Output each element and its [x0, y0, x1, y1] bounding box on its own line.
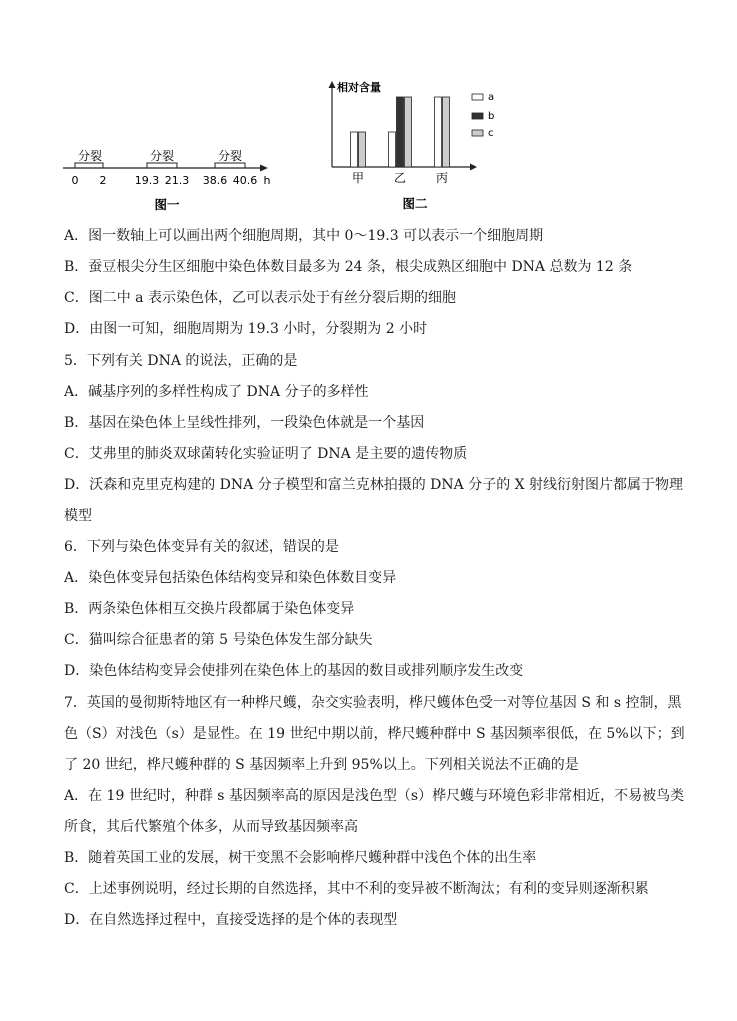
legend-swatch-c: [472, 130, 483, 136]
tick-label-0: 0: [71, 174, 79, 187]
figure-1-number-line: [55, 140, 285, 215]
division-bracket-3: [215, 163, 245, 168]
q6-option-a: A．染色体变异包括染色体结构变异和染色体数目变异: [64, 570, 397, 586]
bar-c-1: [405, 97, 412, 167]
figure-2-bar-chart: [320, 78, 510, 215]
bar-c-0: [359, 132, 366, 167]
tick-label-21-3: 21.3: [164, 174, 190, 187]
q6-stem: 6．下列与染色体变异有关的叙述，错误的是: [64, 539, 339, 555]
q4-option-b: B．蚕豆根尖分生区细胞中染色体数目最多为 24 条，根尖成熟区细胞中 DNA 总数为 12 条: [64, 259, 633, 275]
tick-label-40-6: 40.6: [232, 174, 258, 187]
bar-b-1: [397, 97, 404, 167]
q5-stem: 5．下列有关 DNA 的说法，正确的是: [64, 353, 298, 369]
legend-swatch-a: [472, 94, 483, 100]
figure-2-caption: 图二: [402, 196, 428, 211]
y-axis-arrow: [329, 81, 336, 88]
division-label-3: 分裂: [217, 149, 243, 163]
division-bracket-2: [147, 163, 177, 168]
bar-c-2: [443, 97, 450, 167]
q7-stem-3: 了 20 世纪，桦尺蠖种群的 S 基因频率上升到 95%以上。下列相关说法不正确的是: [64, 757, 579, 773]
legend-swatch-b: [472, 113, 483, 119]
q7-stem-1: 7．英国的曼彻斯特地区有一种桦尺蠖，杂交实验表明，桦尺蠖体色受一对等位基因 S 和 s 控制，黑: [64, 695, 682, 711]
q7-option-b: B．随着英国工业的发展，树干变黑不会影响桦尺蠖种群中浅色个体的出生率: [64, 850, 537, 866]
division-label-1: 分裂: [77, 149, 103, 163]
bar-group: [351, 97, 450, 167]
q7-option-d: D．在自然选择过程中，直接受选择的是个体的表现型: [64, 912, 398, 928]
q6-option-b: B．两条染色体相互交换片段都属于染色体变异: [64, 601, 355, 617]
tick-label-19-3: 19.3: [134, 174, 160, 187]
legend: [472, 92, 494, 139]
division-brackets: [75, 163, 245, 168]
legend-label-a: a: [488, 92, 495, 103]
q6-option-d: D．染色体结构变异会使排列在染色体上的基因的数目或排列顺序发生改变: [64, 663, 524, 679]
q7-option-c: C．上述事例说明，经过长期的自然选择，其中不利的变异被不断淘汰；有利的变异则逐渐积累: [64, 881, 649, 897]
division-label-2: 分裂: [149, 149, 175, 163]
y-axis-label: 相对含量: [337, 81, 381, 94]
q5-option-d: D．沃森和克里克构建的 DNA 分子模型和富兰克林拍摄的 DNA 分子的 X 射线衍射图片都属于物理: [64, 477, 684, 493]
bar-a-1: [389, 132, 396, 167]
category-label-bing: 丙: [435, 171, 449, 185]
q4-option-c: C．图二中 a 表示染色体，乙可以表示处于有丝分裂后期的细胞: [64, 290, 456, 306]
q7-option-a: A．在 19 世纪时，种群 s 基因频率高的原因是浅色型（s）桦尺蠖与环境色彩非常相近，不易被鸟类: [64, 788, 685, 804]
division-bracket-1: [75, 163, 103, 168]
axis-unit: h: [263, 174, 271, 187]
bar-a-2: [435, 97, 442, 167]
q7-option-a-cont: 所食，其后代繁殖个体多，从而导致基因频率高: [64, 819, 358, 835]
figure-1-caption: 图一: [154, 197, 180, 212]
category-label-yi: 乙: [393, 171, 407, 185]
q5-option-a: A．碱基序列的多样性构成了 DNA 分子的多样性: [64, 384, 369, 400]
q5-option-b: B．基因在染色体上呈线性排列，一段染色体就是一个基因: [64, 415, 425, 431]
q4-option-d: D．由图一可知，细胞周期为 19.3 小时，分裂期为 2 小时: [64, 321, 428, 337]
legend-label-b: b: [488, 111, 495, 122]
q6-option-c: C．猫叫综合征患者的第 5 号染色体发生部分缺失: [64, 632, 373, 648]
tick-label-2: 2: [99, 174, 107, 187]
x-axis-arrow: [470, 164, 477, 171]
legend-label-c: c: [488, 128, 494, 139]
q5-option-c: C．艾弗里的肺炎双球菌转化实验证明了 DNA 是主要的遗传物质: [64, 446, 468, 462]
q4-option-a: A．图一数轴上可以画出两个细胞周期，其中 0～19.3 可以表示一个细胞周期: [64, 228, 544, 244]
axis-arrow: [260, 165, 268, 172]
tick-label-38-6: 38.6: [202, 174, 228, 187]
bar-a-0: [351, 132, 358, 167]
q7-stem-2: 色（S）对浅色（s）是显性。在 19 世纪中期以前，桦尺蠖种群中 S 基因频率很低，在 5%以下；到: [64, 726, 685, 742]
category-label-jia: 甲: [351, 171, 365, 185]
q5-option-d-cont: 模型: [64, 508, 92, 524]
